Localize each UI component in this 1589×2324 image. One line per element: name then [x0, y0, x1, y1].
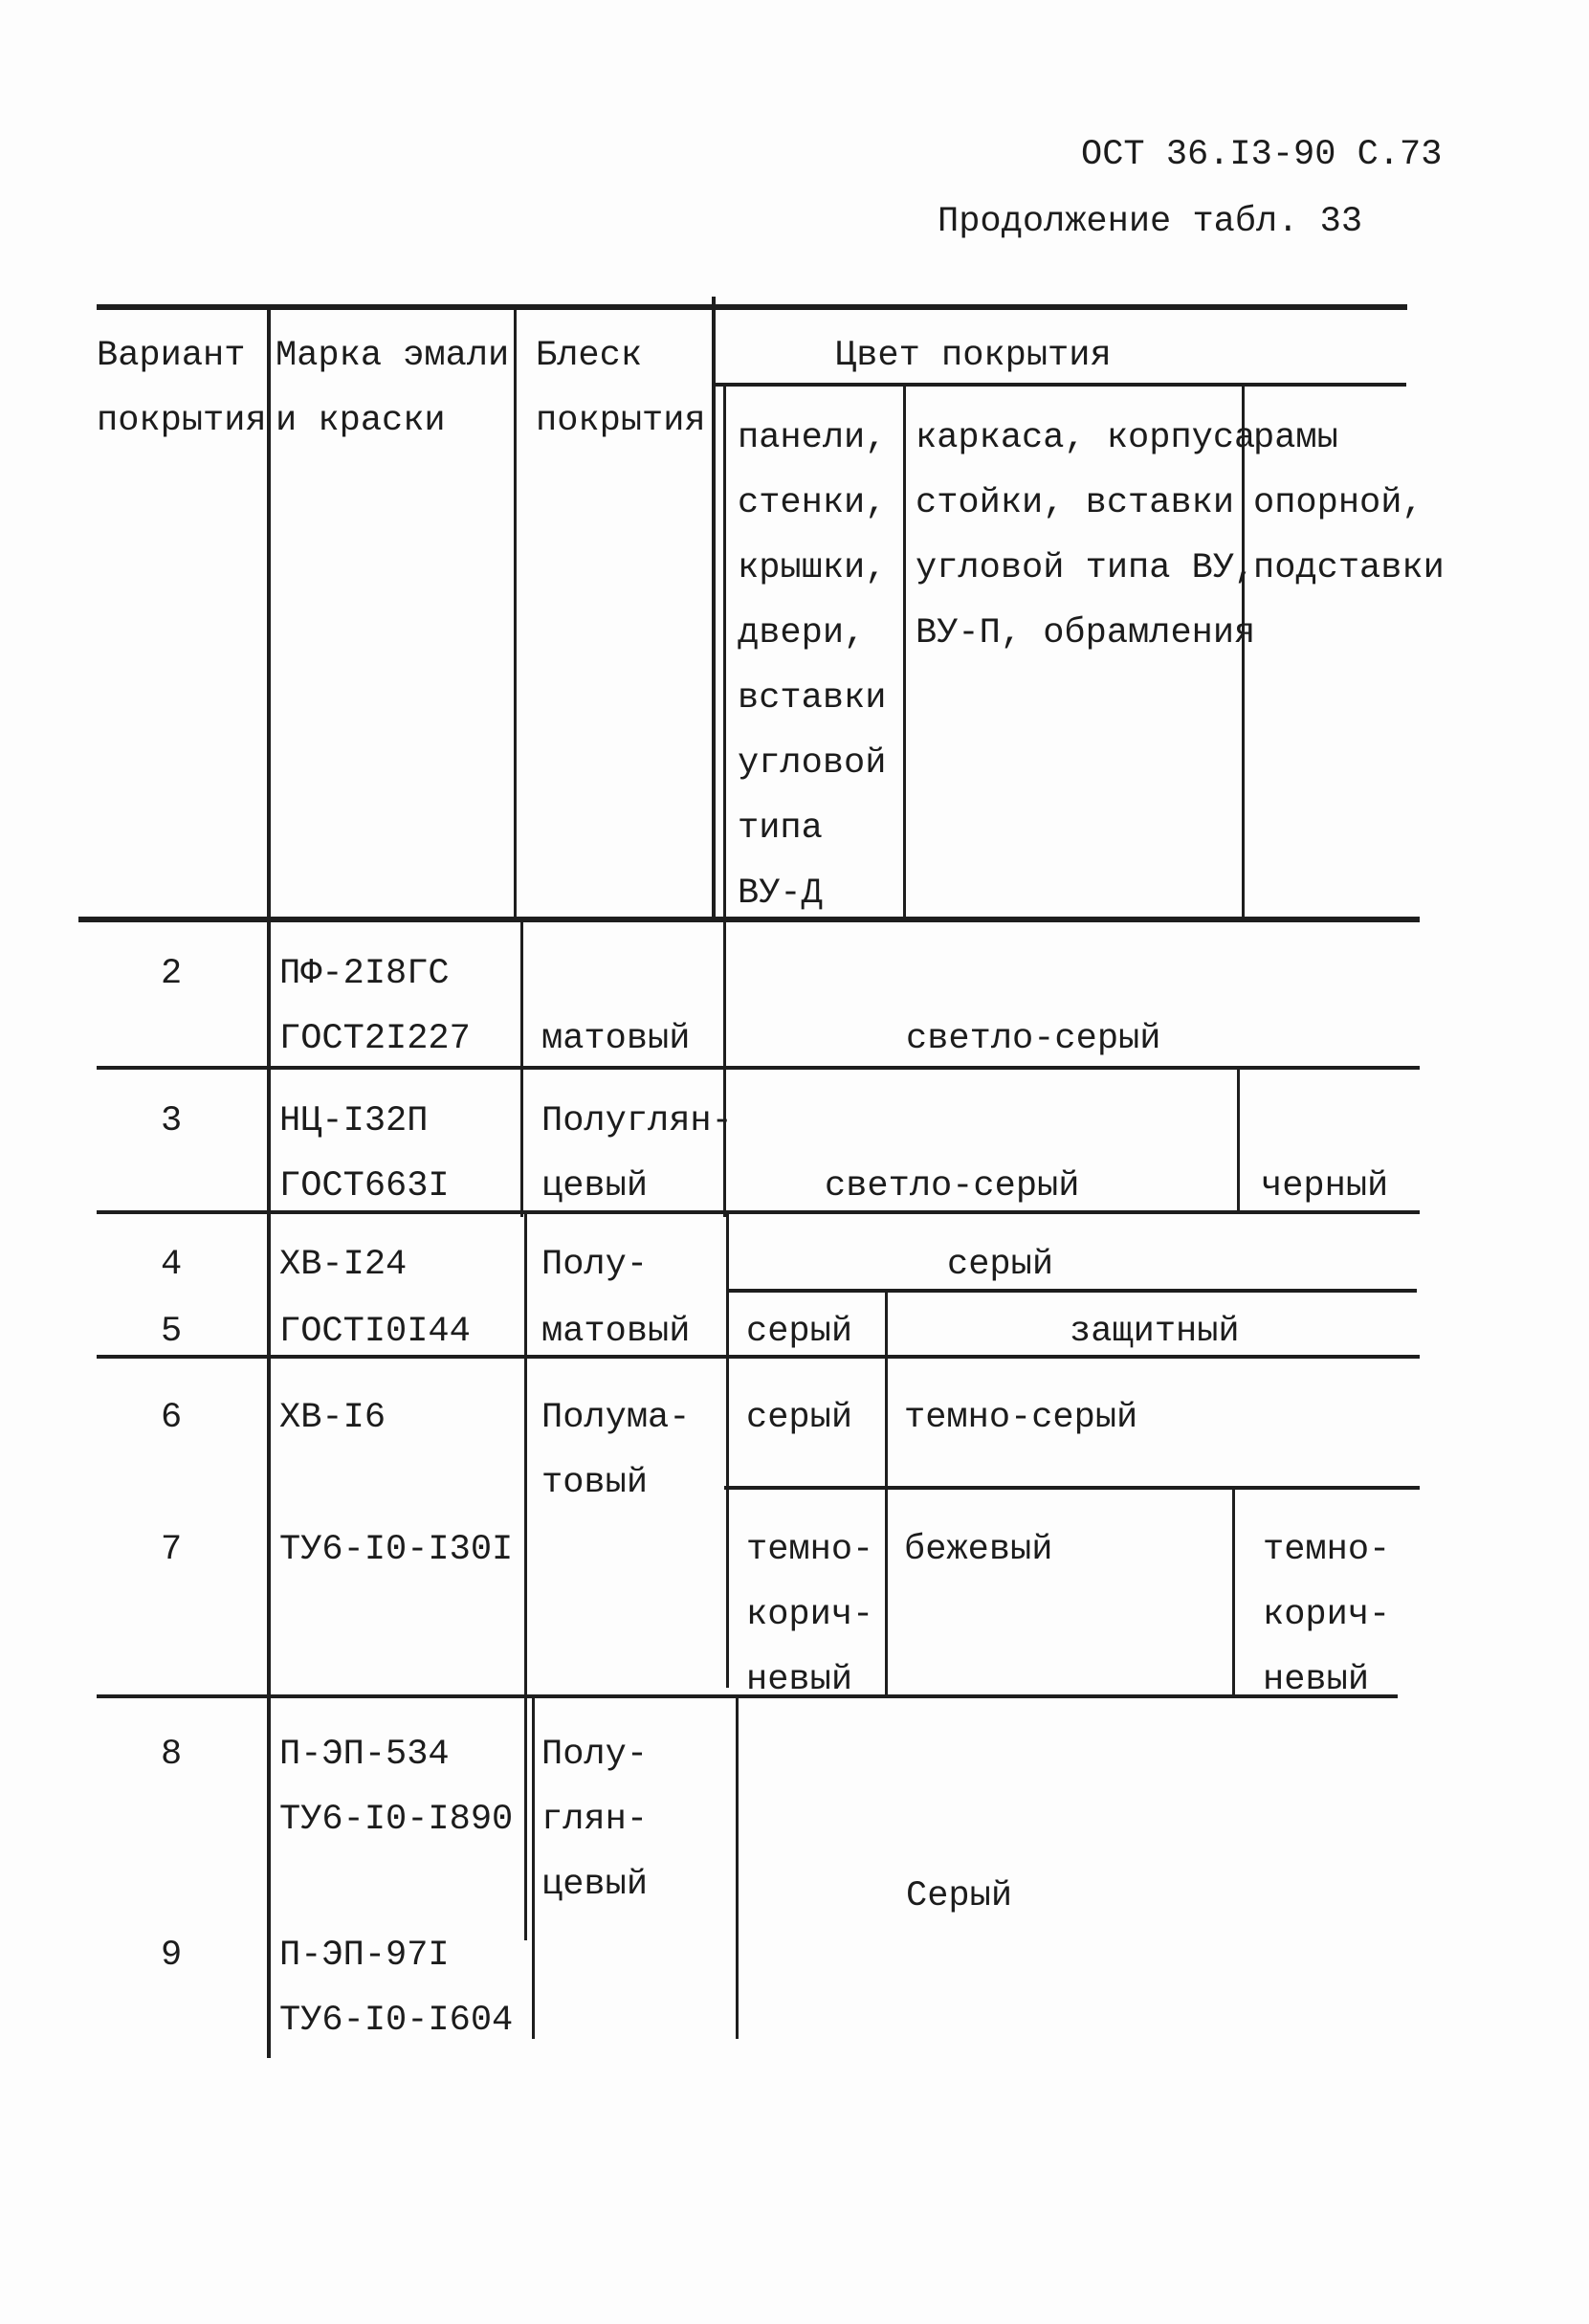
row-color: защитный	[1070, 1312, 1240, 1352]
row-color-panels: темно-	[746, 1530, 874, 1570]
row-variant-number: 9	[161, 1936, 183, 1976]
col-divider-variant-brand	[267, 307, 271, 2058]
header-panels-line: типа	[738, 808, 823, 849]
row-color: Серый	[906, 1876, 1013, 1916]
row-gloss: цевый	[541, 1865, 649, 1905]
header-frame-line: угловой типа ВУ,	[916, 548, 1256, 588]
row-brand-line: ГОСТ663I	[279, 1166, 450, 1206]
g6-g7-divider	[724, 1486, 1420, 1490]
col-divider-panels-frame-header	[903, 385, 906, 920]
g89-color-left	[736, 1697, 739, 2039]
row-color-panels: серый	[746, 1398, 853, 1438]
g7-support-left	[1232, 1488, 1235, 1696]
g3-support-left	[1237, 1066, 1240, 1211]
g67-panels-right	[885, 1357, 888, 1696]
row-brand-line: ПФ-2I8ГС	[279, 954, 450, 994]
header-frame-line: ВУ-П, обрамления	[916, 613, 1256, 653]
g5-panels-right	[885, 1292, 888, 1355]
row-color-frame: бежевый	[904, 1530, 1053, 1570]
row-gloss: Полу-	[541, 1245, 649, 1285]
g45-bottom-border	[97, 1355, 1420, 1359]
row-brand-line: НЦ-I32П	[279, 1101, 429, 1141]
g45-color-left	[726, 1213, 729, 1688]
g45-gloss-left	[524, 1213, 527, 1940]
row-color-support: черный	[1261, 1166, 1389, 1206]
header-brand-line1: Марка эмали	[276, 336, 510, 376]
row-color: светло-серый	[906, 1019, 1161, 1059]
row-brand-line: П-ЭП-534	[279, 1735, 450, 1775]
row-gloss: Полума-	[541, 1398, 691, 1438]
row-gloss: Полуглян-	[541, 1101, 733, 1141]
header-gloss-line1: Блеск	[536, 336, 643, 376]
row-color-panels: серый	[746, 1312, 853, 1352]
row-brand-line: П-ЭП-97I	[279, 1936, 450, 1976]
row-gloss: Полу-	[541, 1735, 649, 1775]
row-brand-line: ГОСТ2I227	[279, 1019, 471, 1059]
row-color-panels: корич-	[746, 1595, 874, 1635]
row-color-support: темно-	[1263, 1530, 1391, 1570]
header-gloss-line2: покрытия	[536, 401, 706, 441]
header-color-group: Цвет покрытия	[835, 336, 1112, 376]
row-brand-line: ГОСТI0I44	[279, 1312, 471, 1352]
row-color-support: корич-	[1263, 1595, 1391, 1635]
row-brand-line: ТУ6-I0-I604	[279, 2001, 514, 2041]
header-frame-line: каркаса, корпуса	[916, 418, 1256, 458]
header-variant-line2: покрытия	[97, 401, 267, 441]
g45-mid-divider	[726, 1289, 1417, 1293]
g3-bottom-border	[97, 1210, 1420, 1214]
header-support-line: опорной,	[1253, 483, 1423, 523]
header-frame-line: стойки, вставки	[916, 483, 1235, 523]
header-panels-line: панели,	[738, 418, 887, 458]
header-bottom-border	[78, 917, 1420, 922]
row-variant-number: 4	[161, 1245, 183, 1285]
row-brand-line: ТУ6-I0-I30I	[279, 1530, 514, 1570]
row-variant-number: 6	[161, 1398, 183, 1438]
row-brand-line: ХВ-I6	[279, 1398, 386, 1438]
row-variant-number: 3	[161, 1101, 183, 1141]
col-divider-panels-left-header	[723, 385, 726, 920]
header-support-line: подставки	[1253, 548, 1445, 588]
header-panels-line: стенки,	[738, 483, 887, 523]
header-panels-line: крышки,	[738, 548, 887, 588]
row-variant-number: 7	[161, 1530, 183, 1570]
color-group-divider	[713, 383, 1406, 387]
row-gloss: матовый	[541, 1019, 691, 1059]
header-support-line: рамы	[1253, 418, 1338, 458]
header-panels-line: вставки	[738, 678, 887, 719]
row-color-panels: невый	[746, 1660, 853, 1700]
header-panels-line: ВУ-Д	[738, 874, 823, 914]
row-brand-line: ТУ6-I0-I890	[279, 1800, 514, 1840]
table-top-border	[97, 304, 1407, 310]
g2-bottom-border	[97, 1066, 1420, 1070]
header-brand-line2: и краски	[276, 401, 446, 441]
col-divider-gloss-colors-header	[712, 297, 716, 920]
row-gloss: цевый	[541, 1166, 649, 1206]
header-panels-line: угловой	[738, 743, 887, 784]
header-variant-line1: Вариант	[97, 336, 246, 376]
row-color: серый	[947, 1245, 1054, 1285]
row-variant-number: 8	[161, 1735, 183, 1775]
row-variant-number: 5	[161, 1312, 183, 1352]
row-gloss: товый	[541, 1463, 649, 1503]
row-variant-number: 2	[161, 954, 183, 994]
col-divider-brand-gloss	[514, 307, 517, 919]
row-gloss: матовый	[541, 1312, 691, 1352]
row-color: темно-серый	[904, 1398, 1138, 1438]
row-color: светло-серый	[825, 1166, 1080, 1206]
row-brand-line: ХВ-I24	[279, 1245, 408, 1285]
header-panels-line: двери,	[738, 613, 866, 653]
row-gloss: глян-	[541, 1800, 649, 1840]
document-code: ОСТ 36.I3-90 С.73	[1081, 135, 1443, 175]
g89-gloss-left	[532, 1697, 535, 2039]
table-continuation-title: Продолжение табл. 33	[938, 202, 1363, 242]
row-color-support: невый	[1263, 1660, 1370, 1700]
